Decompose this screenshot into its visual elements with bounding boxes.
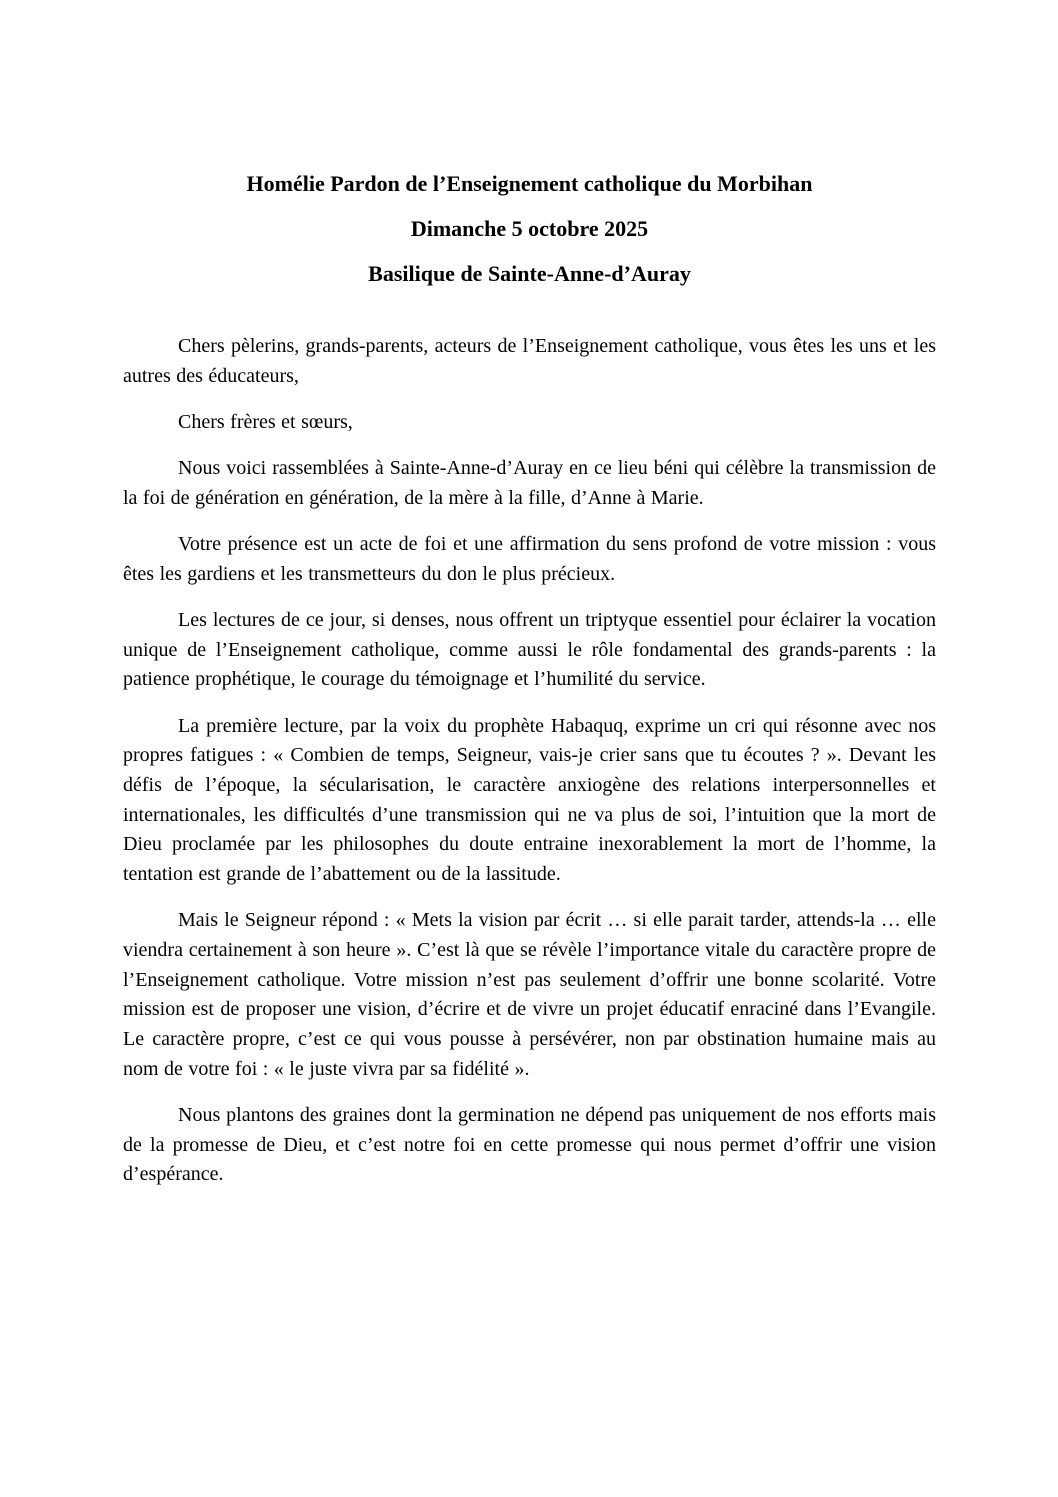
- document-body: [123, 332, 936, 1190]
- document-date: Dimanche 5 octobre 2025: [410, 216, 649, 241]
- paragraph-seigneur-repond: Mais le Seigneur répond : « Mets la vision par écrit … si elle parait tarder, attends-la … elle viendra certainement à son heure ». C’est là que se révèle l’importance vitale du caractère propre de l’Enseignement catholique. Votre mission n’est pas seulement d’offrir une bonne scolarité. Votre mission est de proposer une vision, d’écrire et de vivre un projet éducatif enraciné dans l’Evangile. Le caractère propre, c’est ce qui vous pousse à persévérer, non par obstination humaine mais au nom de votre foi : « le juste vivra par sa fidélité ».: [123, 909, 936, 1080]
- document-location: Basilique de Sainte-Anne-d’Auray: [368, 261, 691, 286]
- document-title: Homélie Pardon de l’Enseignement catholique du Morbihan: [246, 171, 813, 196]
- paragraph-presence-act-of-faith: Votre présence est un acte de foi et une affirmation du sens profond de votre mission : vous êtes les gardiens et les transmetteurs du don le plus précieux.: [123, 533, 936, 585]
- paragraph-first-reading-habaquq: La première lecture, par la voix du prophète Habaquq, exprime un cri qui résonne avec nos propres fatigues : « Combien de temps, Seigneur, vais-je crier sans que tu écoutes ? ». Devant les défis de l’époque, la sécularisation, le caractère anxiogène des relations interpersonnelles et internationales, les difficultés d’une transmission qui ne va plus de soi, l’intuition que la mort de Dieu proclamée par les philosophes du doute entraine inexorablement la mort de l’homme, la tentation est grande de l’abattement ou de la lassitude.: [123, 714, 936, 886]
- paragraph-greeting-pilgrims: Chers pèlerins, grands-parents, acteurs de l’Enseignement catholique, vous êtes les uns et les autres des éducateurs,: [123, 335, 936, 387]
- text-block: [123, 170, 936, 1207]
- paragraph-greeting-brothers: Chers frères et sœurs,: [178, 410, 353, 433]
- paragraph-plantons-graines: Nous plantons des graines dont la germination ne dépend pas uniquement de nos efforts mais de la promesse de Dieu, et c’est notre foi en cette promesse qui nous permet d’offrir une vision d’espérance.: [123, 1103, 936, 1186]
- paragraph-readings-triptych: Les lectures de ce jour, si denses, nous offrent un triptyque essentiel pour éclairer la vocation unique de l’Enseignement catholique, comme aussi le rôle fondamental des grands-parents : la patience prophétique, le courage du témoignage et l’humilité du service.: [123, 608, 936, 691]
- paragraph-gathered-sainte-anne: Nous voici rassemblées à Sainte-Anne-d’Auray en ce lieu béni qui célèbre la transmission de la foi de génération en génération, de la mère à la fille, d’Anne à Marie.: [123, 457, 936, 509]
